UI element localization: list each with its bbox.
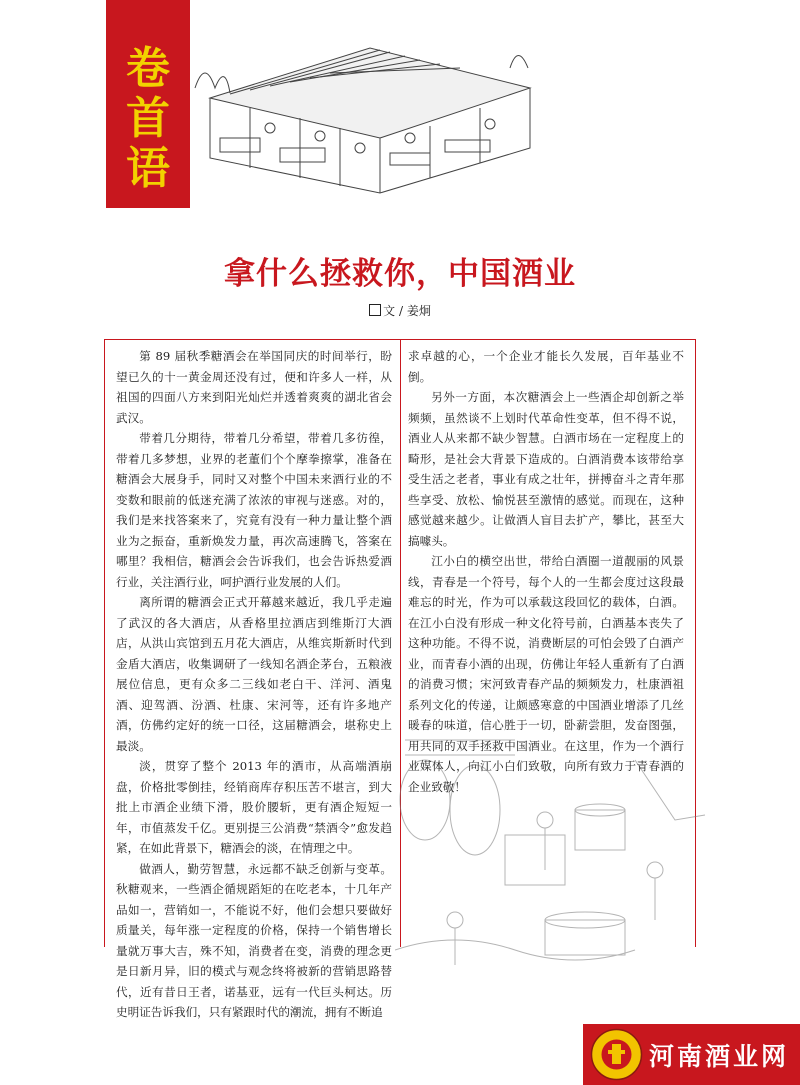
section-char: 首 — [126, 93, 170, 144]
frame-left-rule — [104, 339, 105, 947]
page-box-icon — [369, 304, 381, 316]
section-char: 卷 — [126, 43, 170, 94]
section-title — [106, 44, 190, 194]
footer-brand-bar[interactable] — [583, 1024, 800, 1085]
paragraph: 做酒人，勤劳智慧，永远都不缺乏创新与变革。秋糖观来，一些酒企循规蹈矩的在吃老本，十几年产品如一，营销如一，不能说不好，他们会想只要做好质量关，每年涨一定程度的价格，保持一个销售增长量就万事大吉，殊不知，消费者在变，消费的理念更是日新月异，旧的模式与观念终将被新的营销思路替代，近有昔日王者，诺基亚，远有一代巨头柯达。历史明证告诉我们，只有紧跟时代的潮流，拥有不断追 — [116, 861, 392, 1019]
headline: 拿什么拯救你，中国酒业 — [224, 256, 576, 292]
article-column-left — [116, 346, 392, 1023]
header-illustration — [190, 28, 550, 203]
section-char: 语 — [126, 143, 170, 194]
paragraph: 带着几分期待，带着几分希望，带着几多彷徨，带着几多梦想，业界的老董们个个摩拳擦掌，准备在糖酒会大展身手，同时又对整个中国未来酒行业的不变数和眼前的低迷充满了浓浓的审视与迷惑。对的，我们是来找答案来了，究竟有没有一种力量让整个酒业为之振奋，重新焕发力量，再次高速腾飞，答案在哪里？我相信，糖酒会会告诉我们，也会告诉热爱酒行业，关注酒行业，呵护酒行业发展的人们。 — [116, 431, 392, 589]
byline-text: 文 / 姜炯 — [383, 304, 431, 318]
article-column-right — [408, 346, 684, 797]
paragraph: 另外一方面，本次糖酒会上一些酒企却创新之举频频，虽然谈不上划时代革命性变革，但不得不说，酒业人从来都不缺少智慧。白酒市场在一定程度上的畸形，是社会大背景下造成的。白酒消费本该带给享受生活之老者，事业有成之壮年，拼搏奋斗之青年那些享受、放松、愉悦甚至激情的感觉。而现在，这种感觉越来越少。让做酒人盲目去扩产，攀比，甚至大搞噱头。 — [408, 390, 684, 548]
paragraph: 江小白的横空出世，带给白酒圈一道靓丽的风景线，青春是一个符号，每个人的一生都会度过这段最难忘的时光，作为可以承载这段回忆的载体，白酒。在江小白没有形成一种文化符号前，白酒基本丧失了这种功能。不得不说，消费断层的可怕会毁了白酒产业，而青春小酒的出现，仿佛让年轻人重新有了白酒的消费习惯；宋河致青春产品的频频发力，杜康酒祖系列文化的传递，让颇感寒意的中国酒业增添了几丝暖春的味道，信心胜于一切，卧薪尝胆，发奋图强，用共同的双手拯救中国酒业。在这里，作为一个酒行业媒体人，向江小白们致敬，向所有致力于青春酒的企业致敬！ — [408, 554, 684, 794]
paragraph: 离所谓的糖酒会正式开幕越来越近，我几乎走遍了武汉的各大酒店，从香格里拉酒店到维斯汀大酒店，从洪山宾馆到五月花大酒店，从维宾斯新时代到金盾大酒店，收集调研了一线知名酒企茅台，五粮液展位信息，更有众多二三线如老白干、洋河、酒鬼酒、迎驾酒、汾酒、杜康、宋河等，还有许多地产酒，仿佛约定好的统一口径，这届糖酒会，堪称史上最淡。 — [116, 595, 392, 753]
paragraph-continuation: 求卓越的心，一个企业才能长久发展，百年基业不倒。 — [408, 349, 684, 384]
paragraph: 淡，贯穿了整个 2013 年的酒市，从高端酒崩盘，价格批零倒挂，经销商库存积压苦不堪言，到大批上市酒企业绩下滑，股价腰斩，更有酒企短短一年，市值蒸发千亿。更别提三公消费“禁酒令”愈发趋紧，在如此背景下，糖酒会的淡，在情理之中。 — [116, 759, 392, 855]
byline — [0, 302, 800, 319]
association-logo-icon — [590, 1028, 643, 1081]
footer-brand-text: 河南酒业网 — [649, 1042, 790, 1071]
section-banner — [106, 0, 190, 208]
paragraph: 第 89 届秋季糖酒会在举国同庆的时间举行，盼望已久的十一黄金周还没有过，便和许多人一样，从祖国的四面八方来到阳光灿烂并透着爽爽的湖北省会武汉。 — [116, 349, 392, 425]
